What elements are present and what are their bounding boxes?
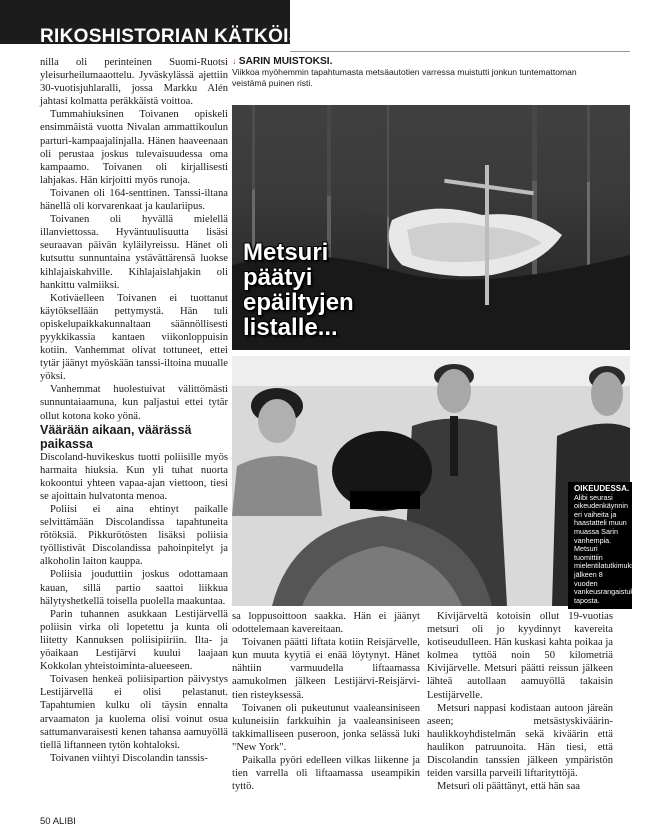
- page-number: 50: [40, 816, 51, 827]
- headline-line: päätyi: [243, 264, 313, 291]
- paragraph: Parin tuhannen asukkaan Lestijärvellä poliisin virka oli lopetettu ja kunta oli liitetty Kannuksen poliisipiiriin. Ilta- ja yöaikaan Lestijärvi kuului laajaan Kokkolan yhteistoiminta-alueeseen.: [40, 608, 228, 673]
- caption-text: Viikkoa myöhemmin tapahtumasta metsäautotien varressa muistutti jonkun tuntemattoman veistämä puinen risti.: [232, 67, 577, 88]
- paragraph: nilla oli perinteinen Suomi-Ruotsi yleisurheilumaaottelu. Jyväskylässä ajettiin 30-vuotisjuhlaralli, jossa Markku Alén jahtasi kolmatta peräkkäistä voittoa.: [40, 57, 228, 108]
- paragraph: sa loppusoittoon saakka. Hän ei jäänyt odottelemaan kavereitaan.: [232, 611, 420, 636]
- paragraph: Discoland-huvikeskus tuotti poliisille myös harmaita hiuksia. Kun yli tuhat nuorta kokoontui yhteen vapaa-ajan viettoon, tiesi se ajoittain hulvatonta menoa.: [40, 451, 228, 502]
- magazine-name: ALIBI: [52, 816, 76, 827]
- paragraph: Toivanen oli 164-senttinen. Tanssi-iltana hänellä oli korvarenkaat ja kaulariipus.: [40, 187, 228, 213]
- paragraph: Paikalla pyöri edelleen vilkas liikenne ja tien varrella oli liftaamassa useampikin tyttö.: [232, 755, 420, 793]
- paragraph: Tummahiuksinen Toivanen opiskeli ensimmäistä vuotta Nivalan ammattikoulun parturi-kampaajalinjalla. Hänen haaveenaan oli perustaa joskus tulevaisuudessa oma kampaamo. Toivanen oli kirjallisesti lahjakas. Hän kirjoitti myös runoja.: [40, 109, 228, 186]
- subheading: Väärään aikaan, väärässä paikassa: [40, 422, 192, 451]
- caption-heading: SARIN MUISTOKSI.: [238, 56, 333, 67]
- left-column: [40, 56, 228, 765]
- caption-heading: OIKEUDESSA.: [574, 484, 630, 493]
- courtroom-caption: [568, 482, 650, 609]
- photo-headline: [243, 240, 354, 340]
- paragraph: Kotiväelleen Toivanen ei tuottanut käytöksellään pettymystä. Hän tuli opiskelupaikkakunnaltaan säännöllisesti pyykkikassia kantaen viikonloppuisin kotiin. Vanhemmat olivat tottuneet, ettei tytär jäänyt myöskään tanssi-iltoina muualle yöksi.: [40, 292, 228, 383]
- paragraph: Poliisi ei aina ehtinyt paikalle selvittämään Discolandissa tapahtuneita rötöksiä. Pikkurötösten lisäksi poliisia työllistivät Discolandissa pahoinpitelyt ja alkoholin laiton kauppa.: [40, 504, 228, 568]
- arrow-down-icon: ↓: [232, 56, 237, 66]
- paragraph: Metsuri oli päättänyt, että hän saa: [437, 781, 580, 793]
- right-column: [427, 610, 613, 793]
- headline-line: Metsuri: [243, 239, 329, 266]
- page-footer: [40, 816, 76, 827]
- paragraph: Metsuri nappasi kodistaan autoon järeän aseen; metsästyskiväärin-haulikkoyhdistelmän sekä kiväärin että haulikon patruunoita. Hän tiesi, että Discolandin tanssien jälkeen ympäristön teiden varsilla parveili liftarityttöjä.: [427, 702, 613, 780]
- paragraph: Toivanen oli pukeutunut vaaleansiniseen kuluneisiin farkkuihin ja vaaleansiniseen takkimalliseen puseroon, jonka selässä luki "New York".: [232, 702, 420, 753]
- headline-line: epäiltyjen: [243, 289, 354, 316]
- paragraph: Vanhemmat huolestuivat välittömästi sunnuntaiaamuna, kun paljastui ettei tytär ollut kotona koko yönä.: [40, 384, 228, 422]
- headline-line: listalle...: [243, 314, 338, 341]
- caption-text: Alibi seurasi oikeudenkäynnin eri vaiheita ja haastatteli muun muassa Sarin vanhempia. Metsuri tuomittiin mielentilatutkimuksen jälkeen 8 vuoden vankeusrangaistukseen taposta.: [574, 492, 650, 605]
- paragraph: Toivanen päätti liftata kotiin Reisjärvelle, kun muuta kyytiä ei enää löytynyt. Hänet nähtiin varmuudella liftaamassa aamukolmen jälkeen Lestijärvi-Reisjärvi-tien risteyksessä.: [232, 637, 420, 701]
- section-title: RIKOSHISTORIAN KÄTKÖISTÄ: [40, 26, 328, 47]
- paragraph: Kivijärveltä kotoisin ollut 19-vuotias metsuri oli jo kyydinnyt kavereita kotiseudulleen. Hän kuskasi kahta poikaa ja kolmea tyttöä noin 50 kilometriä Kivijärvelle. Metsuri päätti reissun jälkeen lähteä autollaan aamuyöllä takaisin Lestijärvelle.: [427, 611, 613, 701]
- paragraph: Toivanen viihtyi Discolandin tanssis-: [50, 752, 208, 764]
- middle-column: [232, 610, 420, 793]
- top-photo-caption: [232, 56, 612, 88]
- paragraph: Toivanen oli hyvällä mielellä illanviettossa. Hyväntuulisuutta lisäsi seuraavan päivän kyläilyreissu. Hänet oli kutsuttu sunnuntaina ystävättärensä luokse kihlajaiskahville. Kihlajaislahjakin oli hankittu valmiiksi.: [40, 214, 228, 291]
- header-rule: [290, 51, 630, 52]
- paragraph: Toivasen henkeä poliisipartion päivystys Lestijärvellä ei olisi pelastanut. Tapahtumien kulku oli täysin ennalta arvaamaton ja kuolema olisi voinut osua sattumanvaraisesti kenen tahansa aamuyöllä tiellä liftanneen tytön kohtaloksi.: [40, 674, 228, 751]
- paragraph: Poliisia jouduttiin joskus odottamaan kauan, sillä partio saattoi liikkua hälytyshetkellä toisella puolella maakuntaa.: [40, 569, 228, 607]
